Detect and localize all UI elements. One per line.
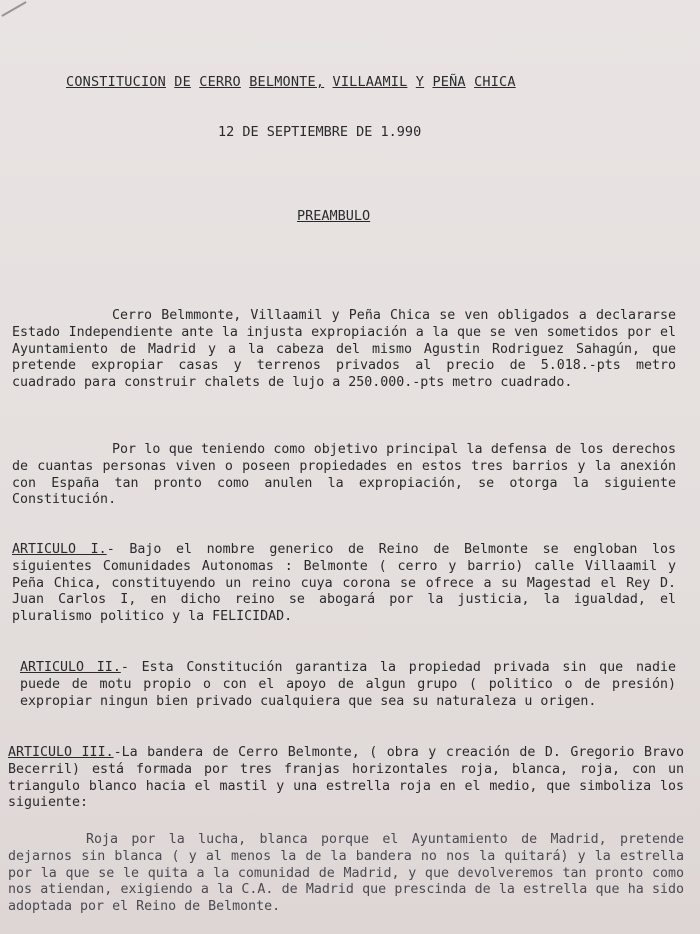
preamble-paragraph-1 bbox=[12, 308, 676, 392]
document-date: 12 DE SEPTIEMBRE DE 1.990 bbox=[218, 124, 422, 140]
title-word: VILLAAMIL bbox=[332, 74, 408, 90]
article-2 bbox=[20, 660, 676, 710]
title-word: PEÑA bbox=[432, 74, 466, 90]
preamble-heading: PREAMBULO bbox=[297, 208, 371, 224]
preamble-paragraph-2 bbox=[12, 442, 676, 509]
pen-mark bbox=[1, 1, 26, 17]
article-heading: ARTICULO III. bbox=[8, 745, 114, 760]
title-word: CERRO bbox=[199, 74, 241, 90]
article-text: - Esta Constitución garantiza la propiedad privada sin que nadie puede de motu propio o con el apoyo de algun grupo ( politico o de presión) expropiar ningun bien privado cualquiera que sea su naturaleza u origen. bbox=[20, 660, 676, 709]
article-3 bbox=[8, 745, 684, 812]
article-3-paragraph-2 bbox=[8, 832, 684, 916]
title-word: CONSTITUCION bbox=[66, 74, 166, 90]
article-1 bbox=[12, 542, 676, 626]
article-heading: ARTICULO I. bbox=[12, 542, 107, 557]
article-text: -La bandera de Cerro Belmonte, ( obra y creación de D. Gregorio Bravo Becerril) está formada por tres franjas horizontales roja, blanca, roja, con un triangulo blanco hacia el mastil y una estrella roja en el medio, que simboliza los siguiente: bbox=[8, 745, 684, 811]
title-word: CHICA bbox=[474, 74, 516, 90]
paragraph-text: Por lo que teniendo como objetivo principal la defensa de los derechos de cuantas personas viven o poseen propiedades en estos tres barrios y la anexión con España tan pronto como anulen la expropiación, se otorga la siguiente Constitución. bbox=[12, 442, 676, 508]
article-heading: ARTICULO II. bbox=[20, 660, 121, 675]
paragraph-text: Cerro Belmmonte, Villaamil y Peña Chica se ven obligados a declararse Estado Independiente ante la injusta expropiación a la que se ven sometidos por el Ayuntamiento de Madrid y a la cabeza del mismo Agustin Rodriguez Sahagún, que pretende expropiar casas y terrenos privados al precio de 5.018.-pts metro cuadrado para construir chalets de lujo a 250.000.-pts metro cuadrado. bbox=[12, 308, 676, 391]
article-text: - Bajo el nombre generico de Reino de Belmonte se engloban los siguientes Comunidades Autonomas : Belmonte ( cerro y barrio) calle Villaamil y Peña Chica, constituyendo un reino cuya corona se ofrece a su Magestad el Rey D. Juan Carlos I, en dicho reino se abogará por la justicia, la igualdad, el pluralismo politico y la FELICIDAD. bbox=[12, 542, 676, 625]
title-word: Y bbox=[415, 74, 425, 90]
document-title bbox=[66, 74, 626, 90]
paragraph-text: Roja por la lucha, blanca porque el Ayuntamiento de Madrid, pretende dejarnos sin blanca ( y al menos la de la bandera no nos la quitará) y la estrella por la que se le quita a la comunidad de Madrid, y que devolveremos tan pronto como nos atiendan, exigiendo a la C.A. de Madrid que prescinda de la estrella que ha sido adoptada por el Reino de Belmonte. bbox=[8, 832, 684, 915]
title-word: BELMONTE, bbox=[249, 74, 325, 90]
title-word: DE bbox=[174, 74, 191, 90]
